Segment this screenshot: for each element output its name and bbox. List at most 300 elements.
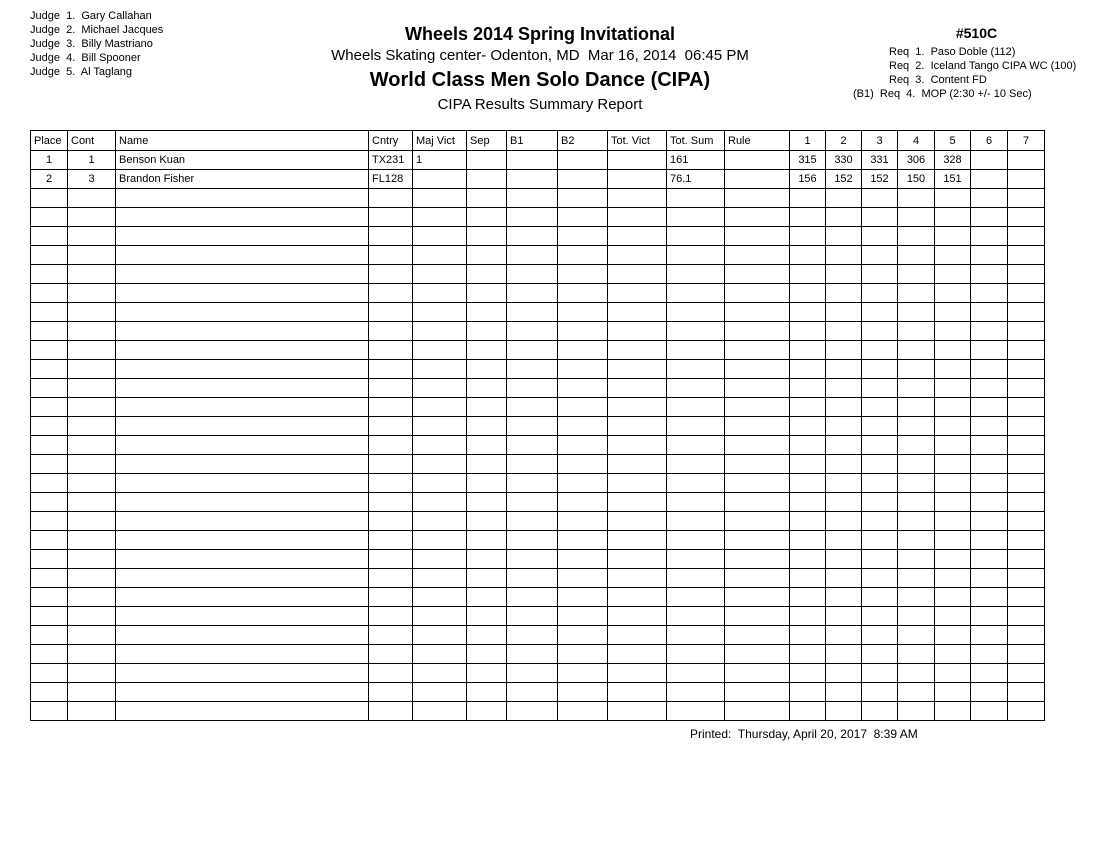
column-header-j7: 7 — [1008, 131, 1045, 151]
cell-sep — [467, 170, 507, 189]
cell-j3 — [862, 493, 898, 512]
cell-j5 — [935, 512, 971, 531]
cell-j1 — [790, 702, 826, 721]
cell-name — [116, 493, 369, 512]
cell-tot_vict — [608, 607, 667, 626]
judge-line: Judge 1. Gary Callahan — [30, 10, 152, 22]
cell-sep — [467, 360, 507, 379]
cell-cntry — [369, 550, 413, 569]
cell-j5 — [935, 550, 971, 569]
cell-place — [31, 303, 68, 322]
cell-b2 — [558, 531, 608, 550]
event-title: Wheels 2014 Spring Invitational — [404, 24, 676, 44]
cell-name — [116, 645, 369, 664]
cell-j7 — [1008, 398, 1045, 417]
cell-place — [31, 702, 68, 721]
cell-j5 — [935, 265, 971, 284]
cell-tot_vict — [608, 550, 667, 569]
venue-date-line: Wheels Skating center- Odenton, MD Mar 16, 2014 06:45 PM — [331, 47, 749, 64]
cell-maj_vict — [413, 208, 467, 227]
cell-sep — [467, 607, 507, 626]
table-row — [31, 265, 1045, 284]
cell-name — [116, 550, 369, 569]
cell-j1 — [790, 588, 826, 607]
cell-tot_sum — [667, 683, 725, 702]
cell-b2 — [558, 664, 608, 683]
cell-j4 — [898, 474, 935, 493]
cell-tot_vict — [608, 208, 667, 227]
cell-tot_vict — [608, 588, 667, 607]
cell-j3 — [862, 664, 898, 683]
cell-tot_vict — [608, 436, 667, 455]
cell-b1 — [507, 341, 558, 360]
cell-j1 — [790, 512, 826, 531]
cell-sep — [467, 474, 507, 493]
cell-j1 — [790, 379, 826, 398]
cell-rule — [725, 284, 790, 303]
table-row — [31, 664, 1045, 683]
column-header-cntry: Cntry — [369, 131, 413, 151]
cell-maj_vict — [413, 360, 467, 379]
cell-rule — [725, 436, 790, 455]
cell-j3 — [862, 436, 898, 455]
cell-j4: 306 — [898, 151, 935, 170]
cell-rule — [725, 569, 790, 588]
cell-j5 — [935, 436, 971, 455]
cell-cntry — [369, 341, 413, 360]
cell-rule — [725, 588, 790, 607]
cell-place — [31, 512, 68, 531]
cell-cntry — [369, 284, 413, 303]
cell-j7 — [1008, 360, 1045, 379]
cell-name — [116, 322, 369, 341]
cell-maj_vict — [413, 455, 467, 474]
cell-place: 2 — [31, 170, 68, 189]
cell-j5 — [935, 208, 971, 227]
cell-j2 — [826, 379, 862, 398]
cell-place — [31, 360, 68, 379]
cell-place — [31, 227, 68, 246]
cell-j7 — [1008, 569, 1045, 588]
cell-tot_vict — [608, 474, 667, 493]
cell-j6 — [971, 246, 1008, 265]
cell-b1 — [507, 645, 558, 664]
cell-cntry — [369, 455, 413, 474]
cell-place — [31, 683, 68, 702]
cell-cntry — [369, 398, 413, 417]
cell-rule — [725, 322, 790, 341]
cell-j4 — [898, 550, 935, 569]
cell-j7 — [1008, 493, 1045, 512]
column-header-rule: Rule — [725, 131, 790, 151]
cell-j1 — [790, 265, 826, 284]
cell-j2 — [826, 702, 862, 721]
cell-j2 — [826, 493, 862, 512]
cell-j7 — [1008, 645, 1045, 664]
cell-b2 — [558, 588, 608, 607]
cell-j4 — [898, 626, 935, 645]
cell-b2 — [558, 170, 608, 189]
cell-tot_sum: 76.1 — [667, 170, 725, 189]
cell-tot_vict — [608, 322, 667, 341]
table-row — [31, 284, 1045, 303]
cell-j7 — [1008, 246, 1045, 265]
cell-rule — [725, 170, 790, 189]
cell-j2 — [826, 341, 862, 360]
cell-j4 — [898, 436, 935, 455]
cell-j6 — [971, 626, 1008, 645]
cell-maj_vict — [413, 170, 467, 189]
cell-j6 — [971, 474, 1008, 493]
cell-tot_vict — [608, 455, 667, 474]
cell-rule — [725, 607, 790, 626]
cell-sep — [467, 569, 507, 588]
cell-j2 — [826, 303, 862, 322]
cell-j2 — [826, 284, 862, 303]
cell-tot_vict — [608, 284, 667, 303]
cell-j1 — [790, 626, 826, 645]
cell-tot_vict — [608, 664, 667, 683]
cell-maj_vict — [413, 645, 467, 664]
cell-b1 — [507, 246, 558, 265]
cell-b1 — [507, 569, 558, 588]
cell-b1 — [507, 512, 558, 531]
cell-tot_vict — [608, 417, 667, 436]
cell-rule — [725, 246, 790, 265]
table-row — [31, 170, 1045, 189]
cell-b2 — [558, 265, 608, 284]
cell-j5 — [935, 455, 971, 474]
cell-maj_vict: 1 — [413, 151, 467, 170]
cell-j3: 152 — [862, 170, 898, 189]
table-row — [31, 550, 1045, 569]
cell-j1 — [790, 208, 826, 227]
cell-name — [116, 341, 369, 360]
cell-j6 — [971, 455, 1008, 474]
cell-j4 — [898, 493, 935, 512]
cell-tot_vict — [608, 569, 667, 588]
cell-maj_vict — [413, 398, 467, 417]
cell-rule — [725, 531, 790, 550]
judge-line: Judge 3. Billy Mastriano — [30, 38, 153, 50]
cell-j2 — [826, 550, 862, 569]
cell-name — [116, 265, 369, 284]
cell-j1 — [790, 227, 826, 246]
column-header-j2: 2 — [826, 131, 862, 151]
cell-name — [116, 607, 369, 626]
cell-cntry — [369, 227, 413, 246]
results-table — [30, 130, 1045, 721]
requirement-line: Req 3. Content FD — [889, 74, 987, 86]
cell-j7 — [1008, 512, 1045, 531]
table-row — [31, 398, 1045, 417]
cell-cntry — [369, 531, 413, 550]
event-number: #510C — [955, 25, 998, 41]
cell-j7 — [1008, 607, 1045, 626]
cell-cntry — [369, 645, 413, 664]
cell-cntry — [369, 360, 413, 379]
table-row — [31, 246, 1045, 265]
cell-sep — [467, 303, 507, 322]
cell-maj_vict — [413, 683, 467, 702]
cell-sep — [467, 436, 507, 455]
cell-j7 — [1008, 417, 1045, 436]
cell-cont — [68, 512, 116, 531]
cell-cntry: TX231 — [369, 151, 413, 170]
cell-cntry — [369, 626, 413, 645]
table-row — [31, 151, 1045, 170]
cell-tot_vict — [608, 189, 667, 208]
cell-j5 — [935, 360, 971, 379]
cell-j4 — [898, 341, 935, 360]
cell-j1: 315 — [790, 151, 826, 170]
judge-line: Judge 4. Bill Spooner — [30, 52, 141, 64]
cell-cntry — [369, 322, 413, 341]
cell-name — [116, 398, 369, 417]
cell-j4 — [898, 398, 935, 417]
cell-j1 — [790, 417, 826, 436]
cell-tot_sum — [667, 493, 725, 512]
cell-j7 — [1008, 455, 1045, 474]
cell-tot_vict — [608, 341, 667, 360]
cell-b1 — [507, 664, 558, 683]
cell-j1 — [790, 398, 826, 417]
cell-j6 — [971, 607, 1008, 626]
cell-j5 — [935, 569, 971, 588]
cell-tot_sum — [667, 626, 725, 645]
cell-b2 — [558, 284, 608, 303]
cell-j6 — [971, 265, 1008, 284]
cell-name — [116, 569, 369, 588]
cell-sep — [467, 512, 507, 531]
cell-b1 — [507, 170, 558, 189]
cell-maj_vict — [413, 246, 467, 265]
cell-tot_vict — [608, 493, 667, 512]
cell-tot_vict — [608, 246, 667, 265]
cell-j1 — [790, 189, 826, 208]
cell-name — [116, 417, 369, 436]
cell-sep — [467, 284, 507, 303]
cell-j6 — [971, 683, 1008, 702]
cell-j3 — [862, 645, 898, 664]
cell-cntry — [369, 607, 413, 626]
cell-j2 — [826, 189, 862, 208]
cell-cont — [68, 626, 116, 645]
requirements-block — [853, 26, 1100, 101]
cell-b1 — [507, 360, 558, 379]
cell-j5 — [935, 626, 971, 645]
table-row — [31, 683, 1045, 702]
cell-j7 — [1008, 208, 1045, 227]
cell-j5 — [935, 702, 971, 721]
cell-tot_sum — [667, 246, 725, 265]
cell-j7 — [1008, 474, 1045, 493]
cell-j5 — [935, 645, 971, 664]
cell-cont — [68, 664, 116, 683]
cell-j2 — [826, 683, 862, 702]
cell-tot_sum — [667, 265, 725, 284]
results-table-body — [31, 151, 1045, 721]
cell-j2 — [826, 531, 862, 550]
cell-j5 — [935, 246, 971, 265]
cell-tot_vict — [608, 683, 667, 702]
column-header-tot_sum: Tot. Sum — [667, 131, 725, 151]
cell-j1 — [790, 436, 826, 455]
cell-cntry — [369, 436, 413, 455]
cell-j4 — [898, 512, 935, 531]
division-title: World Class Men Solo Dance (CIPA) — [369, 69, 711, 91]
cell-cntry — [369, 588, 413, 607]
cell-b2 — [558, 322, 608, 341]
cell-j1 — [790, 303, 826, 322]
cell-j1 — [790, 531, 826, 550]
cell-name — [116, 474, 369, 493]
cell-j3 — [862, 569, 898, 588]
table-row — [31, 607, 1045, 626]
cell-j5 — [935, 474, 971, 493]
cell-rule — [725, 474, 790, 493]
cell-name — [116, 284, 369, 303]
cell-j3 — [862, 550, 898, 569]
cell-name — [116, 246, 369, 265]
cell-j6 — [971, 227, 1008, 246]
cell-place — [31, 645, 68, 664]
cell-tot_vict — [608, 645, 667, 664]
cell-b2 — [558, 702, 608, 721]
cell-j3 — [862, 512, 898, 531]
cell-j1 — [790, 360, 826, 379]
cell-j5 — [935, 531, 971, 550]
cell-b2 — [558, 208, 608, 227]
cell-cont — [68, 303, 116, 322]
cell-cont: 3 — [68, 170, 116, 189]
cell-cntry — [369, 265, 413, 284]
cell-j4 — [898, 683, 935, 702]
cell-j4 — [898, 379, 935, 398]
cell-j1 — [790, 607, 826, 626]
cell-tot_sum — [667, 588, 725, 607]
cell-cont — [68, 379, 116, 398]
cell-rule — [725, 626, 790, 645]
cell-name — [116, 626, 369, 645]
cell-j6 — [971, 436, 1008, 455]
cell-j1 — [790, 455, 826, 474]
cell-cntry — [369, 189, 413, 208]
cell-j1 — [790, 569, 826, 588]
cell-j4 — [898, 569, 935, 588]
cell-j2 — [826, 436, 862, 455]
cell-place — [31, 417, 68, 436]
cell-j5 — [935, 303, 971, 322]
cell-j4 — [898, 588, 935, 607]
cell-cont — [68, 322, 116, 341]
requirement-line: (B1) Req 4. MOP (2:30 +/- 10 Sec) — [853, 88, 1032, 100]
cell-tot_vict — [608, 398, 667, 417]
cell-tot_vict — [608, 379, 667, 398]
cell-j5: 328 — [935, 151, 971, 170]
cell-j4 — [898, 607, 935, 626]
cell-name — [116, 303, 369, 322]
cell-b1 — [507, 550, 558, 569]
cell-rule — [725, 417, 790, 436]
table-row — [31, 702, 1045, 721]
cell-sep — [467, 322, 507, 341]
cell-b2 — [558, 189, 608, 208]
cell-name — [116, 512, 369, 531]
cell-cont — [68, 398, 116, 417]
cell-j2 — [826, 265, 862, 284]
cell-j7 — [1008, 227, 1045, 246]
cell-sep — [467, 626, 507, 645]
cell-maj_vict — [413, 607, 467, 626]
cell-b1 — [507, 436, 558, 455]
table-row — [31, 474, 1045, 493]
column-header-j4: 4 — [898, 131, 935, 151]
cell-j7 — [1008, 436, 1045, 455]
cell-tot_vict — [608, 265, 667, 284]
cell-j4: 150 — [898, 170, 935, 189]
cell-j2 — [826, 208, 862, 227]
cell-sep — [467, 341, 507, 360]
cell-j5 — [935, 189, 971, 208]
column-header-b1: B1 — [507, 131, 558, 151]
cell-j2 — [826, 664, 862, 683]
cell-rule — [725, 455, 790, 474]
column-header-j5: 5 — [935, 131, 971, 151]
cell-j1 — [790, 284, 826, 303]
cell-tot_sum — [667, 417, 725, 436]
cell-tot_sum — [667, 607, 725, 626]
cell-cntry — [369, 379, 413, 398]
cell-cntry: FL128 — [369, 170, 413, 189]
cell-sep — [467, 227, 507, 246]
cell-j2 — [826, 398, 862, 417]
table-header-row — [31, 131, 1045, 151]
cell-place — [31, 531, 68, 550]
cell-maj_vict — [413, 322, 467, 341]
cell-place: 1 — [31, 151, 68, 170]
table-row — [31, 227, 1045, 246]
column-header-name: Name — [116, 131, 369, 151]
cell-place — [31, 341, 68, 360]
cell-b1 — [507, 417, 558, 436]
cell-j2 — [826, 626, 862, 645]
cell-place — [31, 550, 68, 569]
cell-j2 — [826, 512, 862, 531]
cell-place — [31, 265, 68, 284]
cell-b2 — [558, 227, 608, 246]
cell-rule — [725, 683, 790, 702]
cell-tot_vict — [608, 702, 667, 721]
cell-j6 — [971, 588, 1008, 607]
cell-maj_vict — [413, 512, 467, 531]
cell-j3 — [862, 246, 898, 265]
cell-place — [31, 607, 68, 626]
cell-j3 — [862, 208, 898, 227]
cell-maj_vict — [413, 531, 467, 550]
cell-cont: 1 — [68, 151, 116, 170]
cell-b1 — [507, 474, 558, 493]
cell-j3 — [862, 303, 898, 322]
table-row — [31, 626, 1045, 645]
cell-cont — [68, 455, 116, 474]
cell-j1 — [790, 474, 826, 493]
table-row — [31, 512, 1045, 531]
cell-b1 — [507, 322, 558, 341]
judge-line: Judge 2. Michael Jacques — [30, 24, 164, 36]
cell-place — [31, 189, 68, 208]
table-row — [31, 588, 1045, 607]
